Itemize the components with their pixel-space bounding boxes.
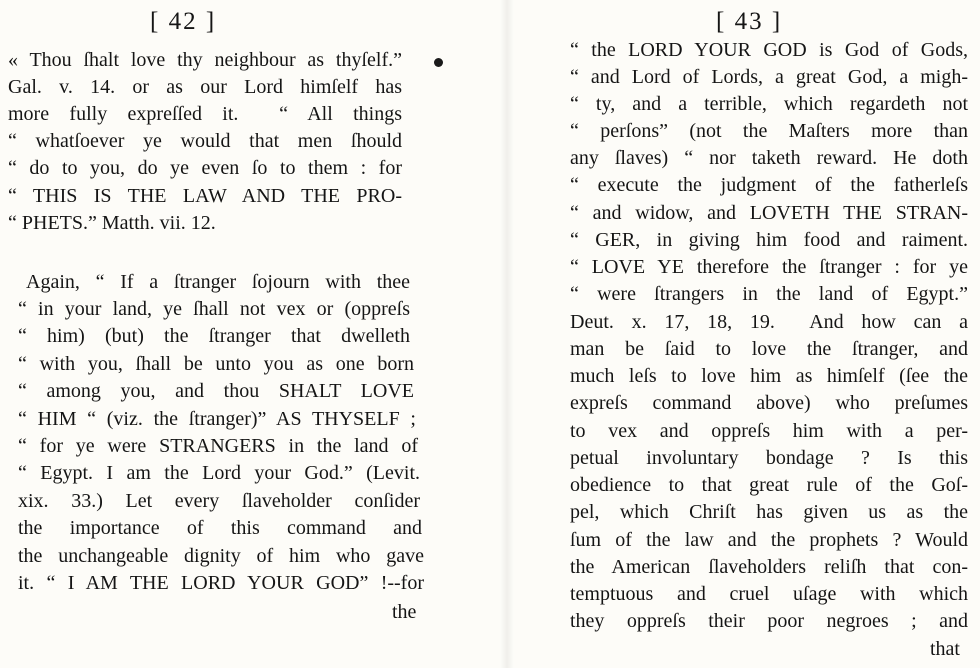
text-line: “ ty, and a terrible, which regardeth not: [570, 93, 968, 115]
text-line: they oppreſs their poor negroes ; and: [570, 610, 968, 632]
text-line: “ among you, and thou SHALT LOVE: [18, 380, 414, 402]
text-line: “ and widow, and LOVETH THE STRAN-: [570, 202, 968, 224]
text-line: “ THIS IS THE LAW AND THE PRO-: [8, 185, 402, 207]
text-line: petual involuntary bondage ? Is this: [570, 447, 968, 469]
text-line: more fully expreſſed it. “ All things: [8, 103, 402, 125]
text-line: “ and Lord of Lords, a great God, a migh-: [570, 66, 968, 88]
text-line: it. “ I AM THE LORD YOUR GOD” !--for: [18, 572, 424, 594]
right-page: [520, 0, 980, 668]
text-line: “ PHETS.” Matth. vii. 12.: [8, 212, 216, 234]
text-line: “ LOVE YE therefore the ſtranger : for ye: [570, 256, 968, 278]
text-line: “ do to you, do ye even ſo to them : for: [8, 157, 402, 179]
text-line: « Thou ſhalt love thy neighbour as thyſelf.”: [8, 49, 402, 71]
text-line: much leſs to love him as himſelf (ſee the: [570, 365, 968, 387]
text-line: “ HIM “ (viz. the ſtranger)” AS THYSELF ;: [18, 408, 416, 430]
text-line: any ſlaves) “ nor taketh reward. He doth: [570, 147, 968, 169]
text-line: “ perſons” (not the Maſters more than: [570, 120, 968, 142]
text-line: “ Egypt. I am the Lord your God.” (Levit.: [18, 462, 420, 484]
page-number: [ 42 ]: [150, 8, 217, 35]
text-line: xix. 33.) Let every ſlaveholder conſider: [18, 490, 420, 512]
text-line: Deut. x. 17, 18, 19. And how can a: [570, 311, 968, 333]
text-line: the importance of this command and: [18, 517, 422, 539]
text-line: the American ſlaveholders reliſh that con-: [570, 556, 968, 578]
text-line: ſum of the law and the prophets ? Would: [570, 529, 968, 551]
text-line: “ for ye were STRANGERS in the land of: [18, 435, 418, 457]
text-line: the unchangeable dignity of him who gave: [18, 545, 424, 567]
text-line: “ GER, in giving him food and raiment.: [570, 229, 968, 251]
text-line: Gal. v. 14. or as our Lord himſelf has: [8, 76, 402, 98]
text-line: Again, “ If a ſtranger ſojourn with thee: [26, 271, 410, 293]
text-line: man be ſaid to love the ſtranger, and: [570, 338, 968, 360]
text-line: to vex and oppreſs him with a per-: [570, 420, 968, 442]
text-line: “ him) (but) the ſtranger that dwelleth: [18, 325, 410, 347]
text-line: “ execute the judgment of the fatherleſs: [570, 174, 968, 196]
book-gutter: [500, 0, 514, 668]
catchword: the: [392, 601, 417, 623]
text-line: temptuous and cruel uſage with which: [570, 583, 968, 605]
text-line: “ in your land, ye ſhall not vex or (oppreſs: [18, 298, 410, 320]
text-line: expreſs command above) who preſumes: [570, 392, 968, 414]
text-line: “ were ſtrangers in the land of Egypt.”: [570, 283, 968, 305]
left-page: [0, 0, 470, 668]
catchword: that: [930, 638, 960, 660]
text-line: pel, which Chriſt has given us as the: [570, 501, 968, 523]
page-number: [ 43 ]: [716, 8, 783, 35]
text-line: “ with you, ſhall be unto you as one born: [18, 353, 414, 375]
text-line: “ the LORD YOUR GOD is God of Gods,: [570, 39, 968, 61]
text-line: “ whatſoever ye would that men ſhould: [8, 130, 402, 152]
text-line: obedience to that great rule of the Goſ-: [570, 474, 968, 496]
